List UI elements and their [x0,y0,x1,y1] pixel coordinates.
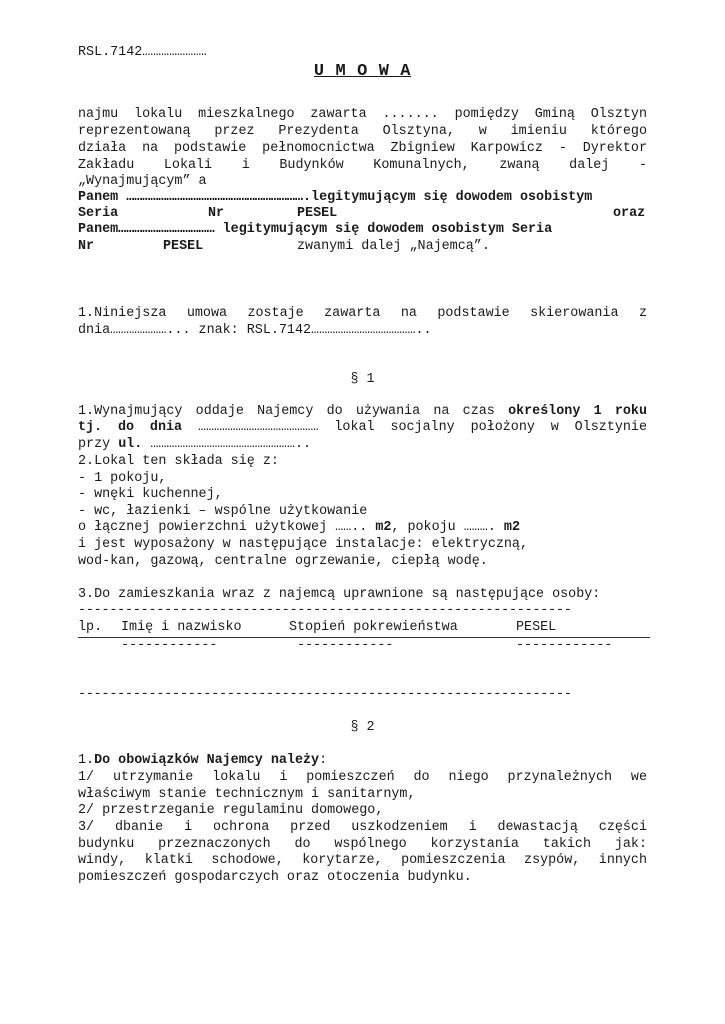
section-1-heading: § 1 [350,372,375,387]
reference-number: RSL.7142…………………… [78,45,207,60]
section-1-line: o łącznej powierzchni użytkowej …….. m2, pokoju ………. m2 [78,520,520,535]
section-1-line: - wnęki kuchennej, [78,487,223,502]
table-header-name: Imię i nazwisko [121,620,242,635]
table-header-relation: Stopień pokrewieństwa [289,620,458,635]
section-1-line: - 1 pokoju, [78,471,167,486]
section-2-line: 3/ dbanie i ochrona przed uszkodzeniem i dewastacją części [78,820,647,835]
intro-line: działa na podstawie pełnomocnictwa Zbigniew Karpowicz - Dyrektor [78,141,647,156]
intro-line: „Wynajmującym” a [78,174,207,189]
table-cell-pesel: ------------ [516,638,613,653]
tenant-1-line: Panem ………………………………………………………….legitymującym się dowodem osobistym [78,190,593,205]
label-nr: Nr [78,239,95,254]
section-2-line: 1/ utrzymanie lokalu i pomieszczeń do niego przynależnych we [78,770,647,785]
dashed-separator: --------------------------------------------------------------- [78,603,572,618]
basis-line: 1.Niniejsza umowa zostaje zawarta na podstawie skierowania z [78,306,647,321]
basis-line: dnia…………………... znak: RSL.7142………………………………….. [78,323,432,338]
section-2-line: właściwym stanie technicznym i sanitarnym, [78,787,416,802]
intro-line: reprezentowaną przez Prezydenta Olsztyna, w imieniu którego [78,124,647,139]
section-1-line: przy ul. ……………………………………………….. [78,437,312,452]
table-cell-name: ------------ [121,638,218,653]
table-header-pesel: PESEL [516,620,557,635]
tenant-2-line: Panem……………………………… legitymującym się dowodem osobistym Seria [78,222,553,237]
section-1-line: i jest wyposażony w następujące instalacje: elektryczną, [78,537,528,552]
intro-line: Zakładu Lokali i Budynków Komunalnych, zwaną dalej - [78,158,647,173]
section-1-line: wod-kan, gazową, centralne ogrzewanie, ciepłą wodę. [78,554,488,569]
table-cell-relation: ------------ [297,638,394,653]
section-1-line: 1.Wynajmujący oddaje Najemcy do używania na czas określony 1 roku [78,404,648,419]
table-header-lp: lp. [78,620,103,635]
section-2-line: pomieszczeń gospodarczych oraz otoczenia budynku. [78,870,472,885]
label-oraz: oraz [613,206,646,221]
label-nr: Nr [208,206,225,221]
section-2-line: windy, klatki schodowe, korytarze, pomieszczenia zsypów, innych [78,853,647,868]
section-2-line: 2/ przestrzeganie regulaminu domowego, [78,803,384,818]
label-pesel: PESEL [163,239,204,254]
label-seria: Seria [78,206,119,221]
section-1-line: - wc, łazienki – wspólne użytkowanie [78,504,368,519]
label-pesel: PESEL [297,206,338,221]
section-2-heading: § 2 [350,720,375,735]
section-2-line: budynku przeznaczonych do wspólnego korzystania takich jak: [78,837,647,852]
section-1-line: tj. do dnia ……………………………………… lokal socjalny położony w Olsztynie [78,420,647,435]
intro-line: zwanymi dalej „Najemcą”. [297,239,490,254]
dashed-separator: --------------------------------------------------------------- [78,687,572,702]
intro-line: najmu lokalu mieszkalnego zawarta ....... pomiędzy Gminą Olsztyn [78,107,647,122]
section-1-line: 3.Do zamieszkania wraz z najemcą uprawnione są następujące osoby: [78,587,601,602]
document-title: U M O W A [313,62,412,81]
section-1-line: 2.Lokal ten składa się z: [78,454,279,469]
section-2-line: 1.Do obowiązków Najemcy należy: [78,753,328,768]
